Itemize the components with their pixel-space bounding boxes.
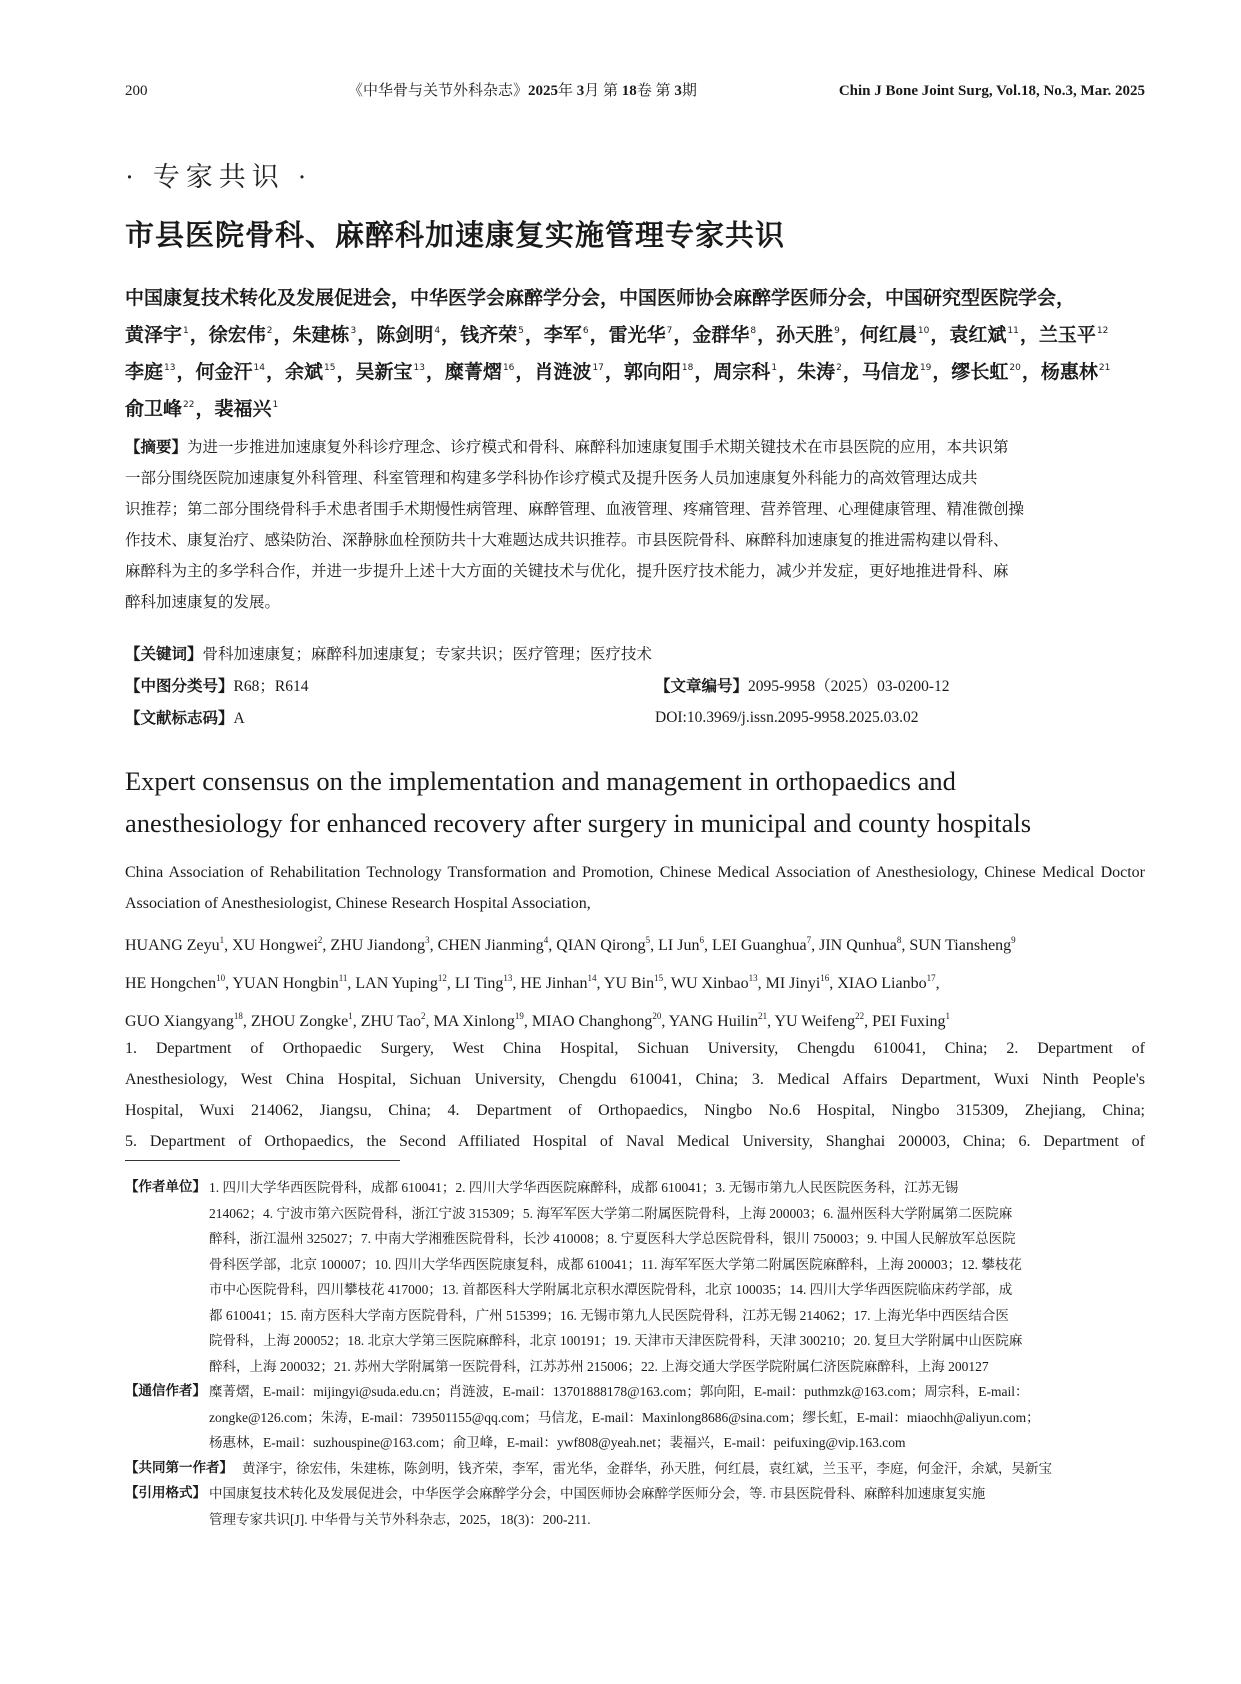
affiliation-marker: 15 (654, 973, 664, 983)
affiliation-marker: 6 (582, 326, 589, 336)
affiliation-marker: 13 (413, 363, 425, 373)
affiliation-marker: 1 (348, 1011, 353, 1021)
affiliation-marker: 13 (748, 973, 758, 983)
author-name: XU Hongwei (232, 937, 318, 954)
title-cn: 市县医院骨科、麻醉科加速康复实施管理专家共识 (125, 218, 786, 252)
author-name: 李庭 (125, 361, 164, 383)
author-name: 袁红斌 (949, 324, 1007, 346)
author-name: 俞卫峰 (125, 398, 183, 420)
author-list-cn: 俞卫峰$^{22}$，裴福兴$^1$ (125, 398, 279, 420)
footnotes (125, 1175, 1145, 1532)
author-name: 缪长虹 (951, 361, 1009, 383)
author-name: MI Jinyi (765, 975, 821, 992)
footnote-citation: 【引用格式】 中国康复技术转化及发展促进会，中华医学会麻醉学分会，中国医师协会麻醉学医师分会，等. 市县医院骨科、麻醉科加速康复实施 管理专家共识[J]. 中华骨与关节外科杂志，2025，18(3)：200-211. (125, 1481, 1145, 1532)
classification-value: R68；R614 (233, 678, 309, 695)
affiliation-marker: 1 (183, 326, 189, 336)
affiliation-line: Anesthesiology, West China Hospital, Sichuan University, Chengdu 610041, China; 3. Medical Affairs Department, Wuxi Ninth People's (125, 1071, 1145, 1088)
abstract (125, 432, 1145, 618)
affiliation-marker: 7 (806, 935, 812, 945)
author-name: 吴新宝 (355, 361, 413, 383)
author-list-en: HE Hongchen$^{10}$, YUAN Hongbin$^{11}$, LAN Yuping$^{12}$, LI Ting$^{13}$, HE Jinhan$^{14}$, YU Bin$^{15}$, WU Xinbao$^{13}$, MI Jinyi$^{16}$, XIAO Lianbo$^{17}$, (125, 973, 940, 992)
article-page (125, 0, 1145, 1684)
affiliation-marker: 2 (266, 326, 273, 336)
abstract-label: 【摘要】 (125, 438, 188, 456)
author-name: CHEN Jianming (437, 937, 544, 954)
affiliation-marker: 1 (272, 400, 279, 410)
affiliation-marker: 16 (820, 973, 830, 983)
page-number: 200 (125, 83, 148, 99)
document-code-label: 【文献标志码】 (125, 709, 234, 727)
author-name: 李军 (543, 324, 582, 346)
affiliation-marker: 13 (503, 973, 513, 983)
author-name: 肖涟波 (534, 361, 592, 383)
affiliation-marker: 3 (425, 935, 430, 945)
footnote-label: 【引用格式】 (125, 1485, 206, 1501)
author-list-cn: 李庭$^{13}$，何金汗$^{14}$，余斌$^{15}$，吴新宝$^{13}$，糜菁熠$^{16}$，肖涟波$^{17}$，郭向阳$^{18}$，周宗科$^1$，朱涛$^2$，马信龙$^{19}$，缪长虹$^{20}$，杨惠林$^{21}$ (125, 361, 1111, 383)
author-name: MIAO Changhong (531, 1013, 653, 1030)
author-name: 黄泽宇 (125, 324, 183, 346)
affiliation-line: 5. Department of Orthopaedics, the Second Affiliated Hospital of Naval Medical University, Shanghai 200003, China; 6. Department of (125, 1133, 1145, 1150)
affiliation-marker: 2 (836, 363, 842, 373)
footnote-co-first-authors: 【共同第一作者】 黄泽宇，徐宏伟，朱建栋，陈剑明，钱齐荣，李军，雷光华，金群华，孙天胜，何红晨，袁红斌，兰玉平，李庭，何金汗，余斌，吴新宝 (125, 1456, 1145, 1482)
article-number (655, 672, 950, 701)
author-name: 余斌 (284, 361, 323, 383)
author-name: 马信龙 (861, 361, 919, 383)
author-list-cn: 黄泽宇$^1$，徐宏伟$^2$，朱建栋$^3$，陈剑明$^4$，钱齐荣$^5$，李军$^6$，雷光华$^7$，金群华$^8$，孙天胜$^9$，何红晨$^{10}$，袁红斌$^{11}$，兰玉平$^{12}$ (125, 324, 1109, 346)
affiliation-marker: 17 (592, 363, 604, 373)
affiliation-marker: 14 (587, 973, 597, 983)
title-en: Expert consensus on the implementation and management in orthopaedics and anesthesiology for enhanced recovery after surgery in municipal and county hospitals (125, 766, 1032, 838)
author-name: 孙天胜 (776, 324, 834, 346)
affiliation-marker: 13 (164, 363, 176, 373)
affiliation-marker: 20 (652, 1011, 662, 1021)
affiliation-marker: 18 (681, 363, 694, 373)
classification-row (125, 672, 1145, 701)
affiliation-marker: 12 (1096, 326, 1109, 336)
abstract-text: 为进一步推进加速康复外科诊疗理念、诊疗模式和骨科、麻醉科加速康复围手术期关键技术在市县医院的应用，本共识第 (187, 439, 1009, 456)
author-name: ZHU Tao (360, 1013, 422, 1030)
author-name: MA Xinlong (433, 1013, 515, 1030)
affiliation-marker: 21 (758, 1011, 768, 1021)
authors-en (125, 924, 1145, 1038)
affiliation-marker: 1 (945, 1011, 950, 1021)
author-name: SUN Tiansheng (909, 937, 1012, 954)
author-name: JIN Qunhua (819, 937, 897, 954)
author-name: LI Ting (454, 975, 504, 992)
footnote-corresponding: 【通信作者】 糜菁熠，E-mail：mijingyi@suda.edu.cn；肖涟波，E-mail：13701888178@163.com；郭向阳，E-mail：puthmzk@163.com；周宗科，E-mail： zongke@126.com；朱涛，E-mail：739501155@qq.com；马信龙，E-mail：Maxinlong8686@sina.com；缪长虹，E-mail：miaochh@aliyun.com； 杨惠林，E-mail：suzhouspine@163.com；俞卫峰，E-mail：ywf808@yeah.net；裴福兴，E-mail：peifuxing@vip.163.com (125, 1379, 1145, 1456)
author-name: 何金汗 (195, 361, 253, 383)
author-name: ZHU Jiandong (330, 937, 426, 954)
footnote-label: 【作者单位】 (125, 1179, 206, 1195)
author-name: LEI Guanghua (711, 937, 807, 954)
abstract-text: 醉科加速康复的发展。 (125, 594, 281, 611)
journal-name-cn: 《中华骨与关节外科杂志》2025年 3月 第 18卷 第 3期 (348, 83, 697, 99)
affiliation-marker: 9 (834, 326, 840, 336)
author-name: 徐宏伟 (208, 324, 266, 346)
keywords (125, 640, 652, 669)
author-name: 陈剑明 (376, 324, 434, 346)
author-name: PEI Fuxing (872, 1013, 946, 1030)
affiliation-line: Hospital, Wuxi 214062, Jiangsu, China; 4. Department of Orthopaedics, Ningbo No.6 Hospital, Ningbo 315309, Zhejiang, China; (125, 1102, 1145, 1119)
author-name: ZHOU Zongke (250, 1013, 349, 1030)
affiliation-marker: 11 (1007, 326, 1019, 336)
author-list-en: GUO Xiangyang$^{18}$, ZHOU Zongke$^1$, ZHU Tao$^2$, MA Xinlong$^{19}$, MIAO Changhong$^{20}$, YANG Huilin$^{21}$, YU Weifeng$^{22}$, PEI Fuxing$^1$ (125, 1011, 950, 1030)
affiliation-marker: 8 (750, 326, 757, 336)
author-name: YU Bin (603, 975, 655, 992)
footnote-author-units: 【作者单位】 1. 四川大学华西医院骨科，成都 610041；2. 四川大学华西医院麻醉科，成都 610041；3. 无锡市第九人民医院医务科，江苏无锡 214062；4. 宁波市第六医院骨科，浙江宁波 315309；5. 海军军医大学第二附属医院骨科，上海 200003；6. 温州医科大学附属第二医院麻 醉科，浙江温州 325027；7. 中南大学湘雅医院骨科，长沙 410008；8. 宁夏医科大学总医院骨科，银川 750003；9. 中国人民解放军总医院 骨科医学部，北京 100007；10. 四川大学华西医院康复科，成都 610041；11. 海军军医大学第二附属医院麻醉科，上海 200003；12. 攀枝花 市中心医院骨科，四川攀枝花 417000；13. 首都医科大学附属北京积水潭医院骨科，北京 100035；14. 四川大学华西医院临床药学部，成 都 610041；15. 南方医科大学南方医院骨科，广州 515399；16. 无锡市第九人民医院骨科，江苏无锡 214062；17. 上海光华中西医结合医 院骨科，上海 200052；18. 北京大学第三医院麻醉科，北京 100191；19. 天津市天津医院骨科，天津 300210；20. 复旦大学附属中山医院麻 醉科，上海 200032；21. 苏州大学附属第一医院骨科，江苏苏州 215006；22. 上海交通大学医学院附属仁济医院麻醉科，上海 200127 (125, 1175, 1145, 1379)
article-number-value: 2095-9958（2025）03-0200-12 (748, 678, 950, 695)
affiliation-marker: 8 (896, 935, 902, 945)
affiliation-marker: 6 (699, 935, 704, 945)
journal-name-en: Chin J Bone Joint Surg, Vol.18, No.3, Mar. 2025 (838, 83, 1145, 99)
affiliation-marker: 19 (514, 1011, 524, 1021)
affiliation-marker: 2 (421, 1011, 426, 1021)
affiliation-marker: 3 (350, 326, 357, 336)
affiliation-marker: 22 (183, 400, 195, 410)
document-code-row (125, 704, 1145, 733)
author-name: 郭向阳 (623, 361, 681, 383)
author-list-en: HUANG Zeyu$^1$, XU Hongwei$^2$, ZHU Jiandong$^3$, CHEN Jianming$^4$, QIAN Qirong$^5$, LI Jun$^6$, LEI Guanghua$^7$, JIN Qunhua$^8$, SUN Tiansheng$^9$ (125, 935, 1016, 954)
organizations-en: China Association of Rehabilitation Technology Transformation and Promotion, Chinese Medical Association of Anesthesiology, Chinese Medical Doctor Association of Anesthesiologist, Chinese Research Hospital Association, (125, 864, 1145, 912)
abstract-text: 一部分围绕医院加速康复外科管理、科室管理和构建多学科协作诊疗模式及提升医务人员加速康复外科能力的高效管理达成共 (125, 470, 978, 487)
affiliation-marker: 4 (434, 326, 441, 336)
affiliation-marker: 18 (233, 1011, 243, 1021)
author-name: 杨惠林 (1040, 361, 1098, 383)
footnote-label: 【共同第一作者】 (125, 1459, 233, 1476)
author-name: LAN Yuping (355, 975, 438, 992)
author-name: YUAN Hongbin (232, 975, 339, 992)
affiliation-marker: 16 (502, 363, 515, 373)
author-name: HE Hongchen (125, 975, 217, 992)
author-name: LI Jun (658, 937, 700, 954)
affiliation-marker: 5 (518, 326, 524, 336)
affiliation-marker: 15 (323, 363, 336, 373)
affiliation-marker: 19 (919, 363, 932, 373)
affiliation-marker: 9 (1011, 935, 1016, 945)
author-name: WU Xinbao (670, 975, 749, 992)
authors-cn (125, 282, 1145, 426)
author-name: 裴福兴 (214, 398, 272, 420)
article-number-label: 【文章编号】 (655, 677, 749, 695)
affiliation-marker: 1 (219, 935, 225, 945)
author-name: 何红晨 (859, 324, 917, 346)
affiliation-marker: 2 (317, 935, 323, 945)
affiliation-marker: 20 (1009, 363, 1021, 373)
author-name: 金群华 (692, 324, 750, 346)
author-name: XIAO Lianbo (837, 975, 927, 992)
author-organizations-cn: 中国康复技术转化及发展促进会，中华医学会麻醉学分会，中国医师协会麻醉学医师分会，中国研究型医院学会， (125, 287, 1076, 309)
footnote-label: 【通信作者】 (125, 1383, 206, 1399)
affiliation-marker: 1 (771, 363, 778, 373)
author-name: YANG Huilin (668, 1013, 759, 1030)
affiliation-marker: 11 (338, 973, 348, 983)
affiliations-en (125, 1033, 1145, 1157)
affiliation-marker: 10 (216, 973, 226, 983)
affiliation-marker: 14 (253, 363, 265, 373)
author-name: 兰玉平 (1038, 324, 1096, 346)
keywords-text: 骨科加速康复；麻醉科加速康复；专家共识；医疗管理；医疗技术 (202, 646, 653, 663)
affiliation-marker: 5 (645, 935, 651, 945)
classification-label: 【中图分类号】 (125, 677, 234, 695)
affiliation-marker: 4 (543, 935, 549, 945)
abstract-text: 作技术、康复治疗、感染防治、深静脉血栓预防共十大难题达成共识推荐。市县医院骨科、麻醉科加速康复的推进需构建以骨科、 (125, 532, 1009, 549)
abstract-text: 识推荐；第二部分围绕骨科手术患者围手术期慢性病管理、麻醉管理、血液管理、疼痛管理、营养管理、心理健康管理、精准微创操 (125, 501, 1025, 518)
footnote-divider (125, 1160, 400, 1161)
keywords-label: 【关键词】 (125, 645, 203, 663)
affiliation-marker: 10 (917, 326, 930, 336)
affiliation-marker: 21 (1098, 363, 1111, 373)
affiliation-marker: 7 (666, 326, 673, 336)
author-name: GUO Xiangyang (125, 1013, 234, 1030)
affiliation-marker: 12 (437, 973, 447, 983)
author-name: 糜菁熠 (444, 361, 502, 383)
section-label: · 专家共识 · (125, 162, 313, 192)
affiliation-marker: 17 (926, 973, 936, 983)
running-header (125, 78, 1145, 104)
doi: DOI:10.3969/j.issn.2095-9958.2025.03.02 (655, 709, 919, 726)
author-name: YU Weifeng (774, 1013, 856, 1030)
author-name: QIAN Qirong (556, 937, 646, 954)
author-name: 钱齐荣 (460, 324, 518, 346)
abstract-text: 麻醉科为主的多学科合作，并进一步提升上述十大方面的关键技术与优化，提升医疗技术能力，减少并发症，更好地推进骨科、麻 (125, 563, 1009, 580)
document-code-value: A (233, 710, 245, 727)
author-name: 朱涛 (797, 361, 836, 383)
author-name: 周宗科 (713, 361, 771, 383)
author-name: 雷光华 (608, 324, 666, 346)
author-name: 朱建栋 (292, 324, 350, 346)
affiliation-line: 1. Department of Orthopaedic Surgery, West China Hospital, Sichuan University, Chengdu 610041, China; 2. Department of (125, 1040, 1145, 1057)
affiliation-marker: 22 (855, 1011, 865, 1021)
author-name: HUANG Zeyu (125, 937, 220, 954)
author-name: HE Jinhan (520, 975, 588, 992)
